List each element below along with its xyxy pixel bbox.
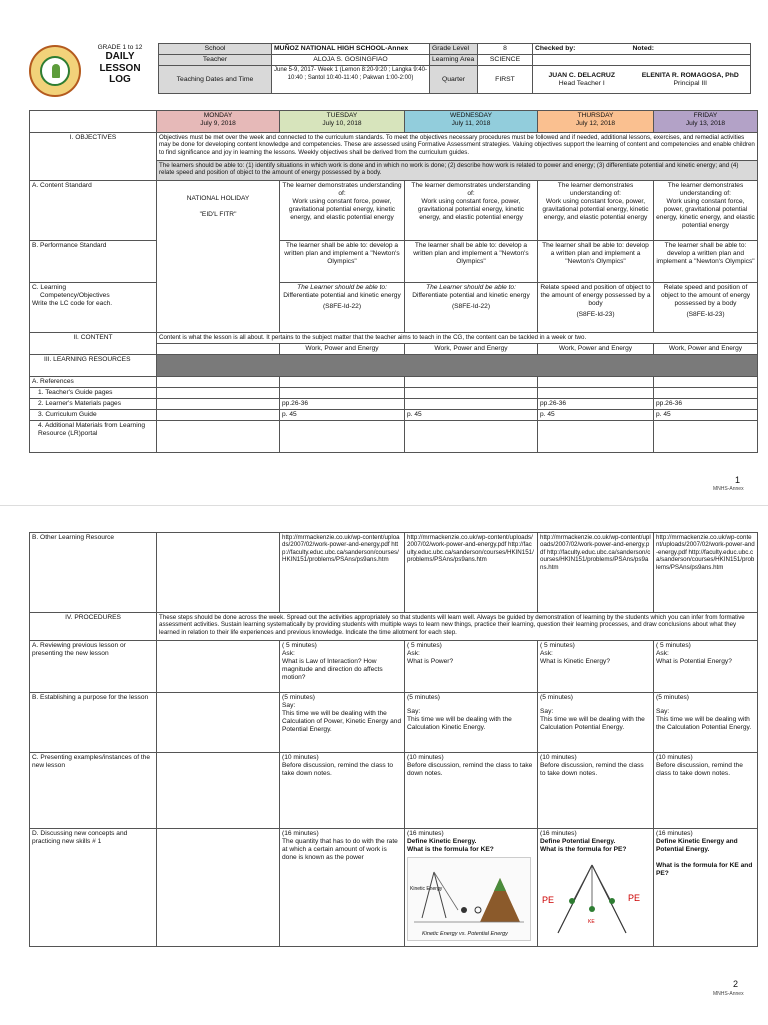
header-table [158,43,751,94]
day-thursday: THURSDAY July 12, 2018 [538,111,654,133]
presenting-time-fri: (10 minutes) [656,754,693,761]
discussing-time-tue: (16 minutes) [282,830,319,837]
page-1 [0,0,768,505]
review-ask-thu: Ask: [540,649,553,657]
swing-pe-left: PE [542,894,555,905]
lc-lead-tue: The Learner should be able to: [297,284,387,291]
presenting-text-fri: Before discussion, remind the class to take down notes. [656,761,743,777]
school-label: School [159,44,272,55]
diagram-caption: Kinetic Energy vs. Potential Energy [422,931,508,938]
discussing-formula-thu: What is the formula for PE? [540,845,627,853]
main-table-page2 [29,532,758,947]
objectives-label: I. OBJECTIVES [30,133,157,181]
other-resource-thu: http://mrmackenzie.co.uk/wp-content/uploads/2007/02/work-power-and-energy.pdf http://faculty.educ.ubc.ca/sanderson/courses/HKIN151/problems/PSAns/ps9ans.htm [538,533,654,613]
cs-text-wed: Work using constant force, power, gravitational potential energy, kinetic energy, and elastic potential energy [417,197,525,221]
day-friday: FRIDAY July 13, 2018 [654,111,758,133]
purpose-text-thu: This time we will be dealing with the Calculation Potential Energy. [540,715,645,731]
cg-tue: p. 45 [280,409,405,420]
teacher-value: ALOJA S. GOSINGFIAO [272,55,430,66]
lm-thu: pp.26-36 [538,398,654,409]
grade-level-value: 8 [478,44,533,55]
additional-materials-label: 4. Additional Materials from Learning Resource (LR)portal [30,420,157,452]
review-q-tue: What is Law of Interaction? How magnitude and direction do affects motion? [282,657,383,681]
lm-fri: pp.26-36 [654,398,758,409]
procedures-label: IV. PROCEDURES [30,613,157,641]
discussing-formula-fri: What is the formula for KE and PE? [656,861,753,877]
ke-pe-illustration [408,858,530,940]
noted-label: Noted: [631,44,751,55]
quarter-label: Quarter [430,66,478,94]
purpose-time-thu: (5 minutes) [540,694,573,701]
topic-fri: Work, Power and Energy [654,344,758,355]
content-text: Content is what the lesson is all about. It pertains to the subject matter that the teacher aims to teach in the CG, the content can be tackled in a week or two. [157,333,758,344]
lm-label: 2. Learner's Materials pages [30,398,157,409]
quarter-value: FIRST [478,66,533,94]
main-table-page1 [29,110,758,453]
purpose-say-tue: Say: [282,701,296,709]
grade-level-label: Grade Level [430,44,478,55]
page-number-1: 1 [735,475,741,485]
presenting-time-tue: (10 minutes) [282,754,319,761]
day-tuesday: TUESDAY July 10, 2018 [280,111,405,133]
lc-code-fri: (S8FE-Id-23) [686,310,725,318]
review-time-wed: ( 5 minutes) [407,642,442,649]
school-value: MUÑOZ NATIONAL HIGH SCHOOL-Annex [272,44,430,55]
page-footer-2: MNHS-Annex [713,991,744,997]
grade-range: GRADE 1 to 12 [97,44,143,51]
lc-text-fri: Relate speed and position of object to the amount of energy possessed by a body [660,284,751,307]
content-standard-label: A. Content Standard [30,181,157,241]
ps-text-tue: The learner shall be able to: develop a written plan and implement a "Newton's Olympics" [280,241,405,283]
other-resource-wed: http://mrmackenzie.co.uk/wp-content/uploads/2007/02/work-power-and-energy.pdf http://faculty.educ.ubc.ca/sanderson/courses/HKIN151/problems/PSAns/ps9ans.htm [405,533,538,613]
cg-thu: p. 45 [538,409,654,420]
topic-wed: Work, Power and Energy [405,344,538,355]
purpose-time-wed: (5 minutes) [407,694,440,701]
lc-code-wed: (S8FE-Id-22) [451,302,491,310]
presenting-time-thu: (10 minutes) [540,754,577,761]
discussing-label: D. Discussing new concepts and practicing new skills # 1 [30,829,157,947]
objectives-text: Objectives must be met over the week and connected to the curriculum standards. To meet the objectives necessary procedures must be followed and if needed, additional lessons, exercises, and remedial activities may be done for developing content knowledge and competencies. These are assessed using Formative Assessment strategies. Valuing objectives support the learning of content and competencies and enable children to find significance and joy in learning the lessons. Weekly objectives shall be derived from the curriculum guides. [157,133,758,161]
title-line2: LOG [109,74,131,85]
competency-label2: Competency/Objectives [40,291,110,299]
review-label: A. Reviewing previous lesson or presenting the new lesson [30,641,157,693]
topic-thu: Work, Power and Energy [538,344,654,355]
purpose-say-thu: Say: [540,707,554,715]
days-header-row [30,111,758,133]
ps-text-thu: The learner shall be able to: develop a written plan and implement a "Newton's Olympics" [538,241,654,283]
other-resource-fri: http://mrmackenzie.co.uk/wp-content/uploads/2007/02/work-power-and-energy.pdf http://faculty.educ.ubc.ca/sanderson/courses/HKIN151/problems/PSAns/ps9ans.htm [654,533,758,613]
review-q-fri: What is Potential Energy? [656,657,732,665]
lc-text-thu: Relate speed and position of object to the amount of energy possessed by a body [540,284,651,307]
checked-by-label: Checked by: [533,44,631,55]
review-ask-wed: Ask: [407,649,420,657]
purpose-time-tue: (5 minutes) [282,694,315,701]
review-time-fri: ( 5 minutes) [656,642,691,649]
cs-text-thu: Work using constant force, power, gravitational potential energy, kinetic energy, and elastic potential energy [542,197,649,221]
cs-lead-tue: The learner demonstrates understanding of: [282,182,402,197]
purpose-text-wed: This time we will be dealing with the Calculation Kinetic Energy. [407,715,512,731]
purpose-text-tue: This time we will be dealing with the Calculation of Power, Kinetic Energy and Potential Energy. [282,709,402,733]
page-footer-1: MNHS-Annex [713,486,744,492]
purpose-label: B. Establishing a purpose for the lesson [30,693,157,753]
learning-area-value: SCIENCE [478,55,533,66]
topic-tue: Work, Power and Energy [280,344,405,355]
dates-label: Teaching Dates and Time [159,66,272,94]
cs-text-fri: Work using constant force, power, gravitational potential energy, kinetic energy, and elastic potential energy [656,197,755,229]
page-2 [0,505,768,1025]
dll-title-block [84,44,156,86]
procedures-text: These steps should be done across the week. Spread out the activities appropriately so that students will learn well. Always be guided by demonstration of learning by the students which you can infer from formative assessment activities. Sustain learning systematically by providing students with multiple ways to learn new things, practice their learning, question their learning processes, and draw conclusions about what they learned in relation to their life experiences and previous knowledge. Indicate the time allotment for each step. [157,613,758,641]
noted-name: ELENITA R. ROMAGOSA, PhD [641,71,739,79]
resources-label: III. LEARNING RESOURCES [30,355,157,377]
school-seal-logo [29,45,81,97]
cg-label: 3. Curriculum Guide [30,409,157,420]
lc-text-tue: Differentiate potential and kinetic energy [283,291,401,299]
presenting-text-thu: Before discussion, remind the class to take down notes. [540,761,644,777]
swing-pe-right: PE [628,892,641,903]
review-q-thu: What is Kinetic Energy? [540,657,610,665]
content-label: II. CONTENT [30,333,157,355]
presenting-text-tue: Before discussion, remind the class to take down notes. [282,761,394,777]
checked-by-name: JUAN C. DELACRUZ [548,71,615,79]
discussing-def-fri: Define Kinetic Energy and Potential Energy. [656,837,738,853]
discussing-def-wed: Define Kinetic Energy. [407,837,477,845]
ps-text-fri: The learner shall be able to: develop a written plan and implement a "Newton's Olympics" [654,241,758,283]
dates-value: June 5-9, 2017- Week 1 (Lemon 8:20-9:20 ; Langka 9:40-10:40 ; Santol 10:40-11:40 ; Pakwan 1:00-2:00) [272,66,430,94]
other-resource-label: B. Other Learning Resource [30,533,157,613]
discussing-time-thu: (16 minutes) [540,830,577,837]
review-q-wed: What is Power? [407,657,454,665]
discussing-formula-wed: What is the formula for KE? [407,845,494,853]
cs-lead-thu: The learner demonstrates understanding of: [557,182,634,197]
cg-wed: p. 45 [405,409,538,420]
presenting-text-wed: Before discussion, remind the class to take down notes. [407,761,533,777]
references-label: A. References [30,377,157,388]
purpose-say-fri: Say: [656,707,670,715]
purpose-time-fri: (5 minutes) [656,694,689,701]
diagram-ke-label: Kinetic Energy [410,885,443,892]
performance-standard-label: B. Performance Standard [30,241,157,283]
title-line1: DAILY LESSON [99,51,141,74]
lc-code-thu: (S8FE-Id-23) [576,310,615,318]
purpose-text-fri: This time we will be dealing with the Calculation Potential Energy. [656,715,752,731]
review-time-tue: ( 5 minutes) [282,642,317,649]
discussing-time-fri: (16 minutes) [656,830,693,837]
discussing-text-tue: The quantity that has to do with the rate at which a certain amount of work is done is known as the power [282,837,398,861]
day-wednesday: WEDNESDAY July 11, 2018 [405,111,538,133]
other-resource-tue: http://mrmackenzie.co.uk/wp-content/uploads/2007/02/work-power-and-energy.pdf http://faculty.educ.ubc.ca/sanderson/courses/HKIN151/problems/PSAns/ps9ans.htm [280,533,405,613]
objectives-learners: The learners should be able to: (1) identify situations in which work is done and in which no work is done; (2) describe how work is related to power and energy; (3) differentiate potential and kinetic energy; and (4) relate speed and position of object to the amount of energy possessed by a body. [157,161,758,181]
tg-label: 1. Teacher's Guide pages [30,387,157,398]
noted-title: Principal III [673,79,708,87]
day-monday: MONDAY July 9, 2018 [157,111,280,133]
teacher-label: Teacher [159,55,272,66]
discussing-time-wed: (16 minutes) [407,830,444,837]
purpose-say-wed: Say: [407,707,421,715]
learning-area-label: Learning Area [430,55,478,66]
lc-lead-wed: The Learner should be able to: [426,284,516,291]
presenting-time-wed: (10 minutes) [407,754,444,761]
competency-label3: Write the LC code for each. [32,299,113,307]
review-time-thu: ( 5 minutes) [540,642,575,649]
ps-text-wed: The learner shall be able to: develop a written plan and implement a "Newton's Olympics" [405,241,538,283]
discussing-def-pe-thu: Define Potential Energy. [540,837,616,845]
lm-tue: pp.26-36 [280,398,405,409]
holiday-label: NATIONAL HOLIDAY [186,195,250,202]
page-number-2: 2 [733,979,739,989]
checked-by-title: Head Teacher I [558,79,605,87]
review-ask-tue: Ask: [282,649,295,657]
cg-fri: p. 45 [654,409,758,420]
review-ask-fri: Ask: [656,649,669,657]
swing-ke-label: KE [588,918,595,925]
presenting-label: C. Presenting examples/instances of the new lesson [30,753,157,829]
cs-text-tue: Work using constant force, power, gravitational potential energy, kinetic energy, and elastic potential energy [288,197,396,221]
ke-vs-pe-diagram [407,857,531,941]
lc-code-tue: (S8FE-Id-22) [322,302,362,310]
cs-lead-fri: The learner demonstrates understanding of: [667,182,744,197]
lc-text-wed: Differentiate potential and kinetic energy [412,291,530,299]
competency-label1: C. Learning [32,284,67,291]
holiday-name: "EID'L FITR" [199,210,237,218]
cs-lead-wed: The learner demonstrates understanding of: [411,182,531,197]
swing-diagram [540,857,645,937]
